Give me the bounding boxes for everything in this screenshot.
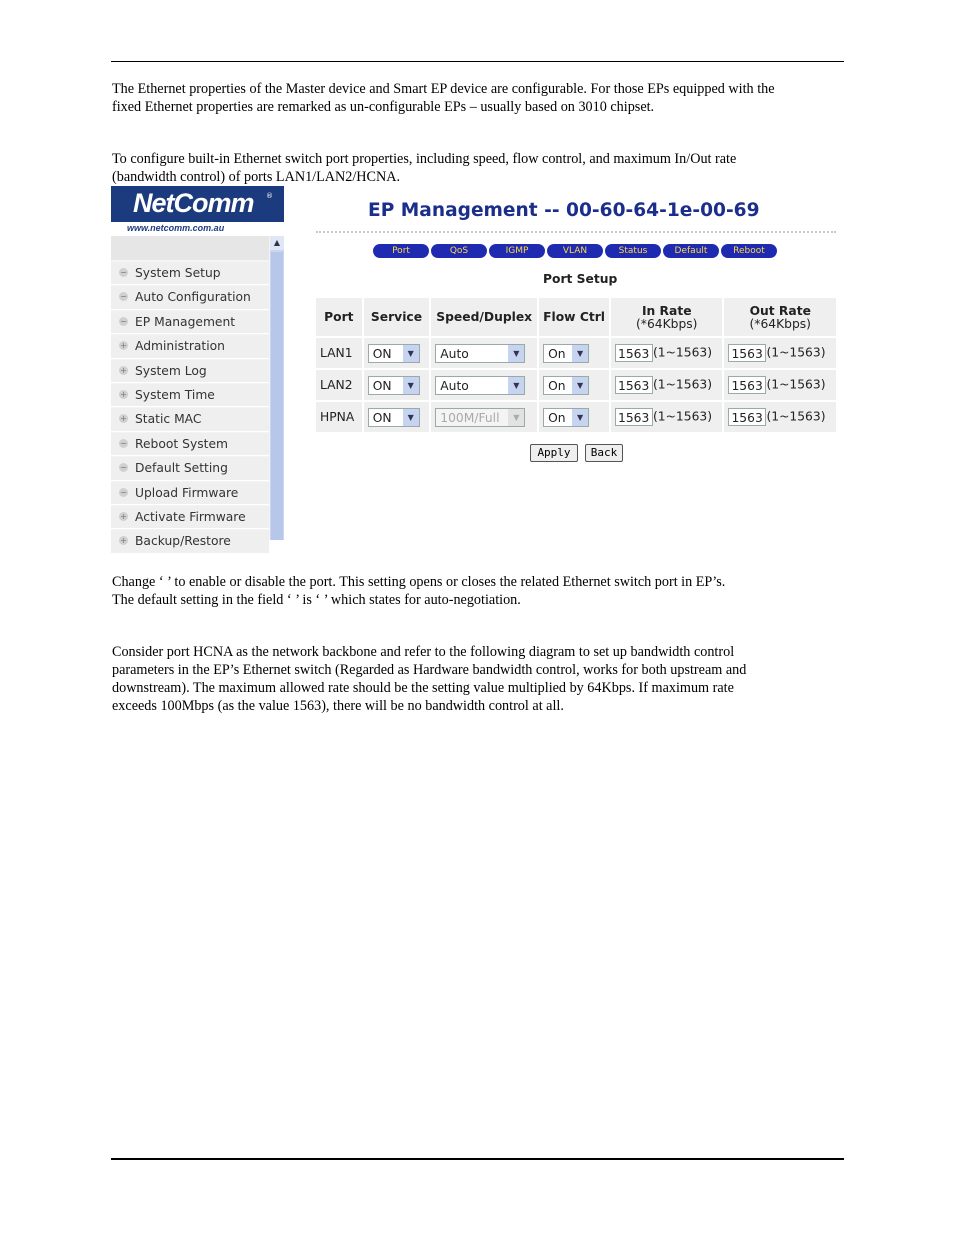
sidebar xyxy=(111,236,284,549)
consider-line-1: Consider port HCNA as the network backbone and refer to the following diagram to set up bandwidth control xyxy=(112,644,735,660)
header-out-rate xyxy=(724,298,836,336)
sidebar-item-label: Auto Configuration xyxy=(135,290,251,305)
change-line-1: Change ‘ ’ to enable or disable the port. This setting opens or closes the related Ethernet switch port in EP’s. xyxy=(112,574,726,590)
collapse-minus-icon: − xyxy=(120,268,127,277)
sidebar-item-label: Upload Firmware xyxy=(135,485,239,500)
flow-cell xyxy=(539,338,609,368)
configure-line-1: To configure built-in Ethernet switch port properties, including speed, flow control, and maximum In/Out rate xyxy=(112,151,737,167)
sidebar-item-label: Static MAC xyxy=(135,412,202,427)
in-rate-range: (1~1563) xyxy=(653,377,713,392)
out-rate-range: (1~1563) xyxy=(766,377,826,392)
collapse-minus-icon: − xyxy=(120,316,127,326)
chevron-down-icon[interactable]: ▼ xyxy=(403,345,419,362)
service-value: ON xyxy=(372,378,392,393)
header-in-rate xyxy=(611,298,722,336)
consider-line-2: parameters in the EP’s Ethernet switch (Regarded as Hardware bandwidth control, works for both upstream and xyxy=(112,662,747,678)
chevron-down-icon[interactable]: ▼ xyxy=(403,409,419,426)
flow-cell xyxy=(539,402,609,432)
service-select[interactable] xyxy=(368,376,420,395)
table-row xyxy=(316,370,836,400)
chevron-down-icon[interactable]: ▼ xyxy=(403,377,419,394)
change-line-2: The default setting in the field ‘ ’ is ‘ ’ which states for auto-negotiation. xyxy=(112,592,521,608)
chevron-down-icon[interactable]: ▼ xyxy=(508,345,524,362)
expand-plus-icon: + xyxy=(120,414,127,424)
chevron-down-icon: ▼ xyxy=(508,409,524,426)
port-setup-title: Port Setup xyxy=(543,272,618,286)
expand-plus-icon: + xyxy=(120,341,127,351)
sidebar-item-label: Activate Firmware xyxy=(135,509,246,524)
in-rate-cell xyxy=(611,370,722,400)
header-in-rate-unit: (*64Kbps) xyxy=(636,316,698,331)
intro-line-1: The Ethernet properties of the Master device and Smart EP device are configurable. For those EPs equipped with the xyxy=(112,81,775,97)
speed-duplex-value: 100M/Full xyxy=(440,410,500,425)
sidebar-item[interactable] xyxy=(111,506,269,529)
sidebar-item-label: System Log xyxy=(135,363,207,378)
header-out-rate-unit: (*64Kbps) xyxy=(749,316,811,331)
intro-paragraph xyxy=(112,80,847,116)
flow-ctrl-select[interactable] xyxy=(543,376,589,395)
intro-line-2: fixed Ethernet properties are remarked as un-configurable EPs – usually based on 3010 chipset. xyxy=(112,99,655,115)
flow-ctrl-value: On xyxy=(548,346,566,361)
sidebar-item-label: Reboot System xyxy=(135,436,228,451)
port-setup-table xyxy=(314,296,838,434)
consider-paragraph xyxy=(112,643,847,715)
service-cell xyxy=(364,370,430,400)
sidebar-item[interactable] xyxy=(111,286,269,309)
speed-duplex-value: Auto xyxy=(440,378,469,393)
speed-duplex-select[interactable] xyxy=(435,344,525,363)
sidebar-item[interactable] xyxy=(111,262,269,285)
table-row xyxy=(316,338,836,368)
configure-paragraph xyxy=(112,150,847,186)
tab-default[interactable]: Default xyxy=(663,244,719,258)
sidebar-item[interactable] xyxy=(111,457,269,480)
table-header-row xyxy=(316,298,836,336)
sidebar-item[interactable] xyxy=(111,408,269,431)
in-rate-cell xyxy=(611,338,722,368)
sidebar-item[interactable] xyxy=(111,433,269,456)
service-value: ON xyxy=(372,346,392,361)
footer-rule xyxy=(111,1158,844,1160)
logo-brand: NetComm xyxy=(133,188,254,218)
chevron-down-icon[interactable]: ▼ xyxy=(508,377,524,394)
collapse-minus-icon: − xyxy=(120,487,127,497)
tab-status[interactable]: Status xyxy=(605,244,661,258)
sidebar-item[interactable] xyxy=(111,311,269,334)
table-row xyxy=(316,402,836,432)
header-flow-ctrl: Flow Ctrl xyxy=(539,298,609,336)
flow-ctrl-value: On xyxy=(548,378,566,393)
tab-igmp[interactable]: IGMP xyxy=(489,244,545,258)
ep-management-screenshot xyxy=(111,186,836,549)
chevron-down-icon[interactable]: ▼ xyxy=(572,409,588,426)
speed-cell xyxy=(431,338,537,368)
collapse-minus-icon: − xyxy=(120,438,127,448)
header-service: Service xyxy=(364,298,430,336)
flow-ctrl-select[interactable] xyxy=(543,408,589,427)
out-rate-cell xyxy=(724,370,836,400)
header-speed-duplex: Speed/Duplex xyxy=(431,298,537,336)
header-port: Port xyxy=(316,298,362,336)
consider-line-3: downstream). The maximum allowed rate should be the setting value multiplied by 64Kbps. If maximum rate xyxy=(112,680,734,696)
collapse-minus-icon: − xyxy=(120,292,127,302)
sidebar-item[interactable] xyxy=(111,384,269,407)
sidebar-item[interactable] xyxy=(111,482,269,505)
port-name: LAN1 xyxy=(316,338,362,368)
tab-vlan[interactable]: VLAN xyxy=(547,244,603,258)
tab-port[interactable]: Port xyxy=(373,244,429,258)
flow-cell xyxy=(539,370,609,400)
out-rate-cell xyxy=(724,402,836,432)
in-rate-range: (1~1563) xyxy=(653,409,713,424)
out-rate-input[interactable]: 1563 xyxy=(728,376,766,394)
sidebar-item[interactable] xyxy=(111,360,269,383)
sidebar-scrollbar[interactable] xyxy=(270,236,284,540)
expand-plus-icon: + xyxy=(120,365,127,375)
sidebar-item-label: EP Management xyxy=(135,314,236,329)
sidebar-item-label: Administration xyxy=(135,339,225,354)
sidebar-item-label: Backup/Restore xyxy=(135,534,231,549)
port-name: LAN2 xyxy=(316,370,362,400)
flow-ctrl-select[interactable] xyxy=(543,344,589,363)
tab-reboot[interactable]: Reboot xyxy=(721,244,777,258)
sidebar-item-label: Default Setting xyxy=(135,461,228,476)
out-rate-range: (1~1563) xyxy=(766,345,826,360)
in-rate-range: (1~1563) xyxy=(653,345,713,360)
service-cell xyxy=(364,338,430,368)
sidebar-item[interactable] xyxy=(111,530,269,553)
page-title: EP Management -- 00-60-64-1e-00-69 xyxy=(368,200,760,221)
port-name: HPNA xyxy=(316,402,362,432)
out-rate-input[interactable]: 1563 xyxy=(728,408,766,426)
service-select[interactable] xyxy=(368,344,420,363)
netcomm-logo xyxy=(111,186,284,234)
consider-line-4: exceeds 100Mbps (as the value 1563), there will be no bandwidth control at all. xyxy=(112,698,564,714)
expand-plus-icon: + xyxy=(120,389,127,399)
apply-button[interactable]: Apply xyxy=(530,444,578,462)
sidebar-item-label: System Time xyxy=(135,387,215,402)
header-out-rate-label: Out Rate xyxy=(749,303,811,318)
service-value: ON xyxy=(372,410,392,425)
back-button[interactable]: Back xyxy=(585,444,623,462)
speed-cell xyxy=(431,370,537,400)
title-divider xyxy=(316,231,836,233)
chevron-down-icon[interactable]: ▼ xyxy=(572,345,588,362)
scroll-up-arrow-icon[interactable]: ▲ xyxy=(270,236,284,250)
logo-url: www.netcomm.com.au xyxy=(111,222,284,234)
in-rate-input[interactable]: 1563 xyxy=(615,376,653,394)
chevron-down-icon[interactable]: ▼ xyxy=(572,377,588,394)
flow-ctrl-value: On xyxy=(548,410,566,425)
in-rate-cell xyxy=(611,402,722,432)
sidebar-item[interactable] xyxy=(111,335,269,358)
sidebar-item-label: System Setup xyxy=(135,266,221,280)
service-cell xyxy=(364,402,430,432)
speed-duplex-select[interactable] xyxy=(435,376,525,395)
speed-duplex-select xyxy=(435,408,525,427)
in-rate-input[interactable]: 1563 xyxy=(615,344,653,362)
change-paragraph xyxy=(112,573,847,609)
sidebar-header xyxy=(111,236,269,260)
out-rate-input[interactable]: 1563 xyxy=(728,344,766,362)
in-rate-input[interactable]: 1563 xyxy=(615,408,653,426)
tab-qos[interactable]: QoS xyxy=(431,244,487,258)
out-rate-cell xyxy=(724,338,836,368)
collapse-minus-icon: − xyxy=(120,463,127,473)
speed-cell xyxy=(431,402,537,432)
sidebar-menu xyxy=(111,262,269,555)
speed-duplex-value: Auto xyxy=(440,346,469,361)
header-in-rate-label: In Rate xyxy=(641,303,692,318)
out-rate-range: (1~1563) xyxy=(766,409,826,424)
header-rule xyxy=(111,61,844,62)
logo-registered-mark: ® xyxy=(266,192,273,200)
scroll-thumb[interactable] xyxy=(271,252,283,540)
configure-line-2: (bandwidth control) of ports LAN1/LAN2/HCNA. xyxy=(112,169,401,185)
service-select[interactable] xyxy=(368,408,420,427)
expand-plus-icon: + xyxy=(120,536,127,546)
expand-plus-icon: + xyxy=(120,511,127,521)
